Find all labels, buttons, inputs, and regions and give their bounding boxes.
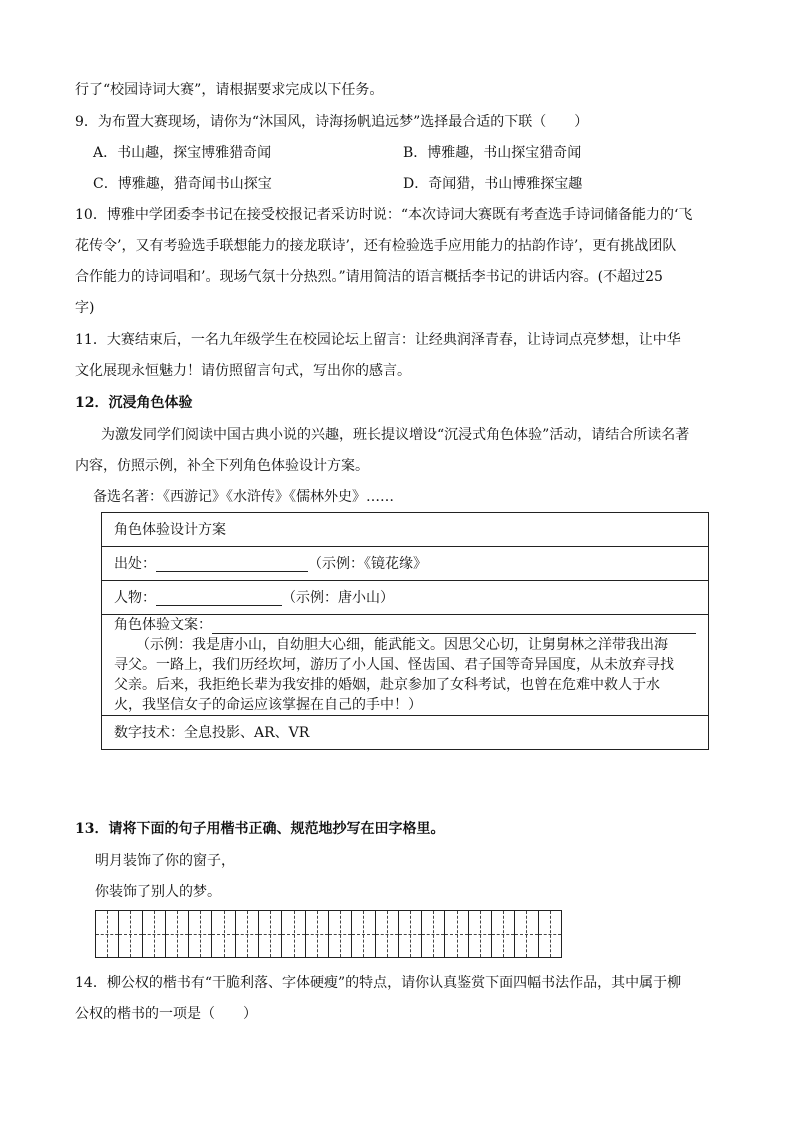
example-line-1: （示例：我是唐小山，自幼胆大心细，能武能文。因思父心切，让舅舅林之洋带我出海 [136,637,668,653]
intro-text: 行了“校园诗词大赛”，请根据要求完成以下任务。 [75,82,384,98]
table-row-text [102,615,709,716]
cell-horizontal-guide [352,934,374,935]
q14-line-2: 公权的楷书的一项是（ ） [75,1006,257,1022]
table-header: 角色体验设计方案 [102,513,709,547]
q10-line-2: 花传令’，又有考验选手联想能力的接龙联诗’，还有检验选手应用能力的拈韵作诗’，更有挑战团队 [75,238,677,254]
tianzige-cell[interactable] [398,910,422,958]
example-line-3: 父亲。后来，我拒绝长辈为我安排的婚姻，赴京参加了女科考试，也曾在危难中救人于水 [114,677,660,693]
cell-horizontal-guide [399,934,421,935]
text-answer-blank[interactable] [212,617,696,634]
tianzige-cell[interactable] [421,910,445,958]
tianzige-cell[interactable] [468,910,492,958]
q10-line-3: 合作能力的诗词唱和’。现场气氛十分热烈。”请用简洁的语言概括李书记的讲话内容。(不超过25 [75,269,663,285]
tianzige-cell[interactable] [281,910,305,958]
tianzige-cell[interactable] [538,910,562,958]
table-row-source [102,547,709,581]
q12-para-line-2: 内容，仿照示例，补全下列角色体验设计方案。 [75,458,369,474]
tianzige-cell[interactable] [142,910,166,958]
q13-stem: 13．请将下面的句子用楷书正确、规范地抄写在田字格里。 [75,821,445,837]
cell-horizontal-guide [189,934,211,935]
cell-horizontal-guide [96,934,118,935]
tianzige-cell[interactable] [118,910,142,958]
tianzige-cell[interactable] [95,910,119,958]
q9-option-a[interactable]: A．书山趣，探宝博雅猎奇闻 [93,145,272,161]
tianzige-cell[interactable] [188,910,212,958]
cell-horizontal-guide [166,934,188,935]
q9-stem: 9．为布置大赛现场，请你为“沐国风，诗海扬帆追远梦”选择最合适的下联（ ） [75,114,589,130]
cell-horizontal-guide [212,934,234,935]
source-label: 出处： [114,555,156,572]
cell-horizontal-guide [422,934,444,935]
q9-option-d[interactable]: D．奇闻猎，书山博雅探宝趣 [403,176,583,192]
q10-line-1: 10．博雅中学团委李书记在接受校报记者采访时说：“本次诗词大赛既有考查选手诗词储备能力的‘飞 [75,207,693,223]
q11-line-2: 文化展现永恒魅力！请仿照留言句式，写出你的感言。 [75,363,411,379]
table-row-person [102,581,709,615]
cell-horizontal-guide [259,934,281,935]
q12-title: 12．沉浸角色体验 [75,395,193,411]
person-label: 人物： [114,589,156,606]
cell-horizontal-guide [329,934,351,935]
tianzige-cell[interactable] [491,910,515,958]
q11-line-1: 11．大赛结束后，一名九年级学生在校园论坛上留言：让经典润泽青春，让诗词点亮梦想，让中华 [75,332,681,348]
role-design-table [101,512,709,750]
q9-option-c[interactable]: C．博雅趣，猎奇闻书山探宝 [93,176,272,192]
q12-books: 备选名著：《西游记》《水浒传》《儒林外史》…… [93,489,394,505]
q13-line-2: 你装饰了别人的梦。 [95,884,221,900]
q12-para-line-1: 为激发同学们阅读中国古典小说的兴趣，班长提议增设“沉浸式角色体验”活动，请结合所读名著 [101,427,690,443]
cell-horizontal-guide [236,934,258,935]
source-answer-blank[interactable] [156,555,308,572]
tianzige-cell[interactable] [235,910,259,958]
tianzige-cell[interactable] [444,910,468,958]
tianzige-cell[interactable] [165,910,189,958]
source-example: （示例：《镜花缘》 [308,555,427,572]
tianzige-cell[interactable] [375,910,399,958]
example-line-4: 火，我坚信女子的命运应该掌握在自己的手中！） [114,697,422,713]
example-line-2: 寻父。一路上，我们历经坎坷，游历了小人国、怪齿国、君子国等奇异国度，从未放弃寻找 [114,657,674,673]
cell-horizontal-guide [539,934,561,935]
cell-horizontal-guide [492,934,514,935]
tianzige-cell[interactable] [514,910,538,958]
q9-option-b[interactable]: B．博雅趣，书山探宝猎奇闻 [403,145,582,161]
tianzige-cell[interactable] [328,910,352,958]
q13-line-1: 明月装饰了你的窗子， [95,853,235,869]
tianzige-grid[interactable] [95,910,581,960]
person-answer-blank[interactable] [156,589,282,606]
cell-horizontal-guide [143,934,165,935]
cell-horizontal-guide [376,934,398,935]
tianzige-cell[interactable] [351,910,375,958]
person-example: （示例：唐小山） [282,589,394,606]
cell-horizontal-guide [282,934,304,935]
tianzige-cell[interactable] [258,910,282,958]
tianzige-cell[interactable] [211,910,235,958]
cell-horizontal-guide [445,934,467,935]
tianzige-cell[interactable] [305,910,329,958]
cell-horizontal-guide [515,934,537,935]
q10-line-4: 字) [75,300,95,316]
cell-horizontal-guide [469,934,491,935]
cell-horizontal-guide [119,934,141,935]
table-row-tech: 数字技术：全息投影、AR、VR [102,716,709,750]
q14-line-1: 14．柳公权的楷书有“干脆利落、字体硬瘦”的特点，请你认真鉴赏下面四幅书法作品，其中属于柳 [75,975,682,991]
text-label: 角色体验文案： [114,617,212,633]
cell-horizontal-guide [306,934,328,935]
